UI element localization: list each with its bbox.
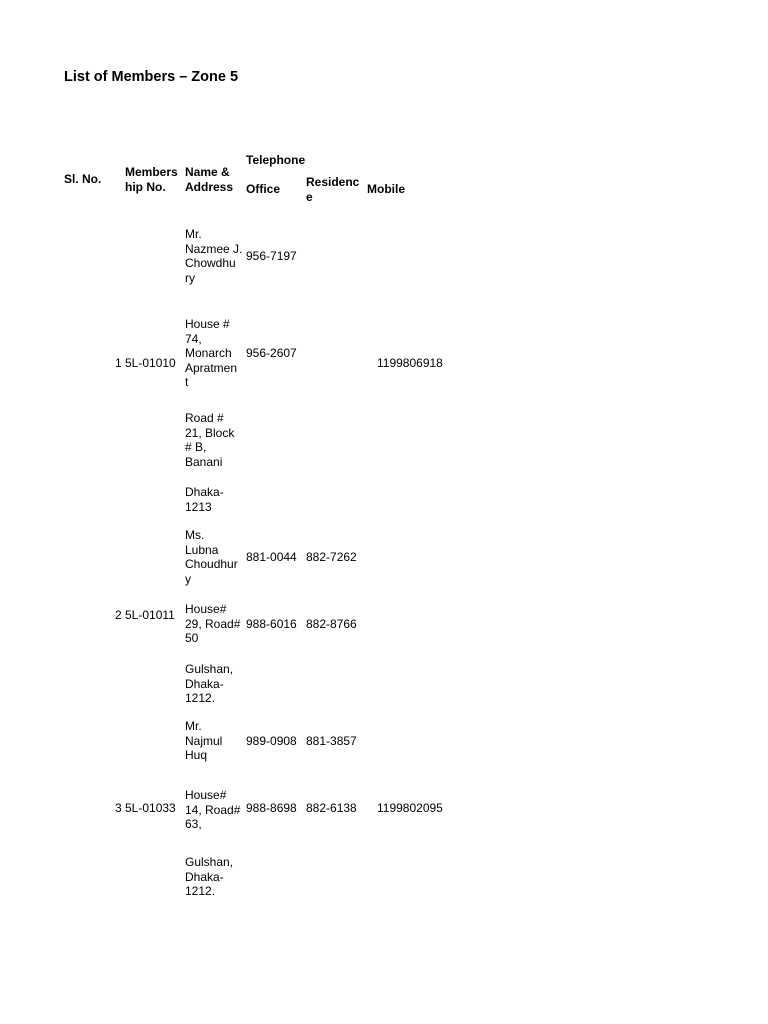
residence-phone: 882-7262 xyxy=(306,550,357,564)
residence-phone: 882-6138 xyxy=(306,801,357,815)
header-residence: Residenc e xyxy=(306,175,360,204)
office-phone: 988-6016 xyxy=(246,617,297,631)
membership-number: 5L-01033 xyxy=(125,801,176,815)
header-office: Office xyxy=(246,182,281,196)
member-address: Dhaka- 1213 xyxy=(185,485,224,514)
mobile-number: 1199802095 xyxy=(377,801,443,815)
header-name-address: Name & Address xyxy=(185,165,234,194)
office-phone: 989-0908 xyxy=(246,734,297,748)
office-phone: 956-2607 xyxy=(246,346,297,360)
membership-number: 5L-01011 xyxy=(125,608,175,622)
member-address: House # 74, Monarch Apratmen t xyxy=(185,317,238,390)
page-title: List of Members – Zone 5 xyxy=(64,69,239,85)
serial-number: 3 xyxy=(115,801,122,815)
header-membership-no: Members hip No. xyxy=(125,165,178,194)
residence-phone: 881-3857 xyxy=(306,734,357,748)
member-address: House# 29, Road# 50 xyxy=(185,602,241,646)
member-name: Ms. Lubna Choudhur y xyxy=(185,528,238,586)
member-name: Mr. Nazmee J. Chowdhu ry xyxy=(185,227,243,285)
member-name: Mr. Najmul Huq xyxy=(185,719,223,763)
member-address: Road # 21, Block # B, Banani xyxy=(185,411,235,469)
residence-phone: 882-8766 xyxy=(306,617,357,631)
office-phone: 956-7197 xyxy=(246,249,297,263)
member-address: Gulshan, Dhaka- 1212. xyxy=(185,855,234,899)
header-mobile: Mobile xyxy=(367,182,405,196)
mobile-number: 1199806918 xyxy=(377,356,443,370)
member-address: Gulshan, Dhaka- 1212. xyxy=(185,662,234,706)
header-telephone: Telephone xyxy=(246,153,306,167)
office-phone: 988-8698 xyxy=(246,801,297,815)
membership-number: 5L-01010 xyxy=(125,356,176,370)
office-phone: 881-0044 xyxy=(246,550,297,564)
header-sl-no: Sl. No. xyxy=(64,172,102,186)
serial-number: 2 xyxy=(115,608,122,622)
member-address: House# 14, Road# 63, xyxy=(185,788,241,832)
serial-number: 1 xyxy=(115,356,122,370)
